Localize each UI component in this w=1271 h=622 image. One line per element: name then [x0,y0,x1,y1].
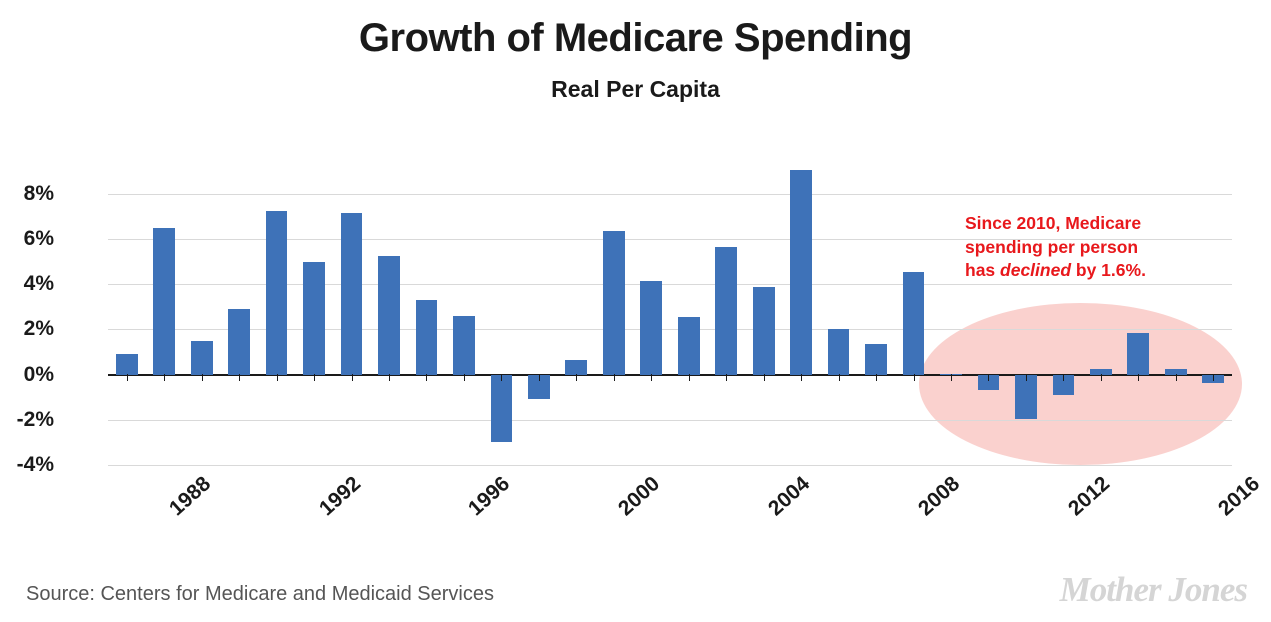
bar [228,309,250,375]
chart-title: Growth of Medicare Spending [358,16,913,60]
x-axis-tick [1176,374,1177,381]
x-axis-tick [239,374,240,381]
bar [790,170,812,374]
x-axis-tick [164,374,165,381]
bar [753,287,775,375]
x-axis-tick [127,374,128,381]
bar [678,317,700,375]
bar [453,316,475,375]
bar [116,354,138,374]
x-axis-tick [1026,374,1027,381]
gridline [108,465,1232,466]
bar [640,281,662,375]
x-axis-tick [501,374,502,381]
x-axis-tick [651,374,652,381]
bar [341,213,363,375]
y-axis-tick-label: 8% [23,181,54,205]
bar [303,262,325,375]
x-axis-tick-label: 2000 [614,472,665,521]
y-axis-tick-label: -2% [16,407,54,431]
x-axis-tick [314,374,315,381]
x-axis-tick-label: 2008 [914,472,965,521]
chart-subtitle: Real Per Capita [551,76,720,102]
bar [491,375,513,443]
y-axis-tick-label: 6% [23,227,54,251]
y-axis-tick-label: 0% [23,362,54,386]
x-axis-tick [1063,374,1064,381]
x-axis-tick [1101,374,1102,381]
annotation-line-3-post: by 1.6%. [1071,260,1146,281]
bar [1015,375,1037,419]
x-axis-labels [108,468,1264,548]
x-axis-tick [352,374,353,381]
annotation-line-1: Since 2010, Medicare [965,213,1142,233]
x-axis-tick [764,374,765,381]
bar [416,300,438,375]
y-axis-tick-label: 2% [23,317,54,341]
annotation-line-2: spending per person [965,236,1139,257]
bar [903,272,925,375]
x-axis-tick [1138,374,1139,381]
mother-jones-logo: Mother Jones [1059,570,1247,609]
bar [603,231,625,374]
x-axis-tick [464,374,465,381]
x-axis-tick [839,374,840,381]
y-axis-tick-label: 4% [23,272,54,296]
bar [828,329,850,374]
x-axis-tick-label: 1996 [464,472,515,521]
y-axis-tick-label: -4% [16,453,54,476]
annotation-text [965,212,1210,283]
source-note: Source: Centers for Medicare and Medicaid Services [26,583,494,605]
x-axis-tick [801,374,802,381]
x-axis-tick [426,374,427,381]
x-axis-tick [988,374,989,381]
x-axis-tick [202,374,203,381]
x-axis-tick-label: 2004 [764,472,815,521]
bar-series [108,160,1232,465]
x-axis-tick-label: 2012 [1063,472,1115,521]
x-axis-tick [914,374,915,381]
x-axis-tick [539,374,540,381]
x-axis-tick [726,374,727,381]
x-axis-tick [951,374,952,381]
bar [378,256,400,375]
bar [715,247,737,375]
x-axis-tick-label: 1988 [164,472,215,521]
bar [565,360,587,375]
bar [266,211,288,375]
x-axis-tick [614,374,615,381]
x-axis-tick [1213,374,1214,381]
x-axis-tick [389,374,390,381]
x-axis-tick [876,374,877,381]
annotation-line-3-emphasis: declined [1000,260,1072,281]
x-axis-tick-label: 1992 [314,472,365,521]
plot-area [16,160,1232,476]
x-axis-tick-label: 2016 [1213,472,1264,521]
x-axis-tick [689,374,690,381]
bar [865,344,887,375]
bar [153,228,175,375]
bar [191,341,213,375]
x-axis-tick [277,374,278,381]
x-axis-tick [576,374,577,381]
annotation-line-3-pre: has [965,260,1001,281]
bar [1127,333,1149,375]
